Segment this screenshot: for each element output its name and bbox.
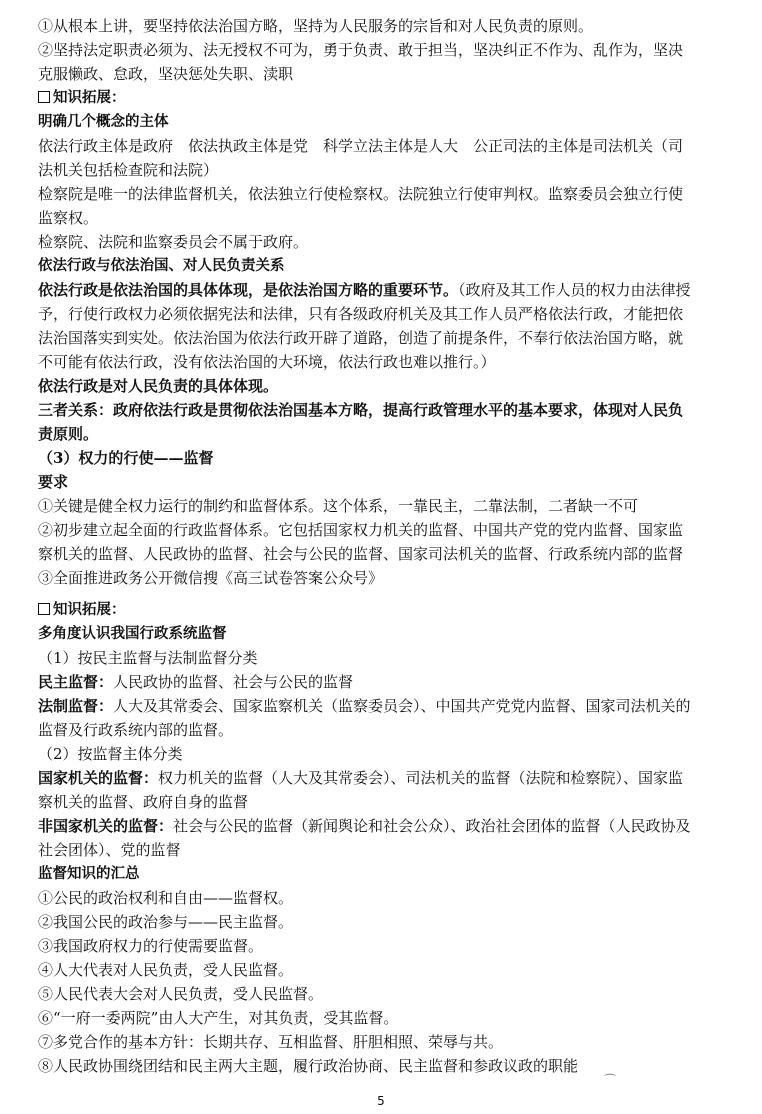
subsection-heading: 依法行政与依法治国、对人民负责关系 bbox=[38, 258, 285, 274]
text-line: （1）按民主监督与法制监督分类 bbox=[38, 649, 258, 667]
text-line: 民主监督：人民政协的监督、社会与公民的监督 bbox=[38, 673, 354, 691]
text-line: 法机关包括检查院和法院） bbox=[38, 161, 219, 179]
checkbox-square-icon bbox=[38, 91, 50, 103]
comma-mark-icon: ⌒ bbox=[604, 1073, 617, 1087]
text-line: ①从根本上讲，要坚持依法治国方略，坚持为人民服务的宗旨和对人民负责的原则。 bbox=[38, 17, 594, 35]
text-line: 察机关的监督、人民政协的监督、社会与公民的监督、国家司法机关的监督、行政系统内部的监督 bbox=[38, 545, 684, 563]
text-line: 法制监督：人大及其常委会、国家监察机关（监察委员会）、中国共产党党内监督、国家司法机关的 bbox=[38, 697, 691, 715]
text-line: ②初步建立起全面的行政监督体系。它包括国家权力机关的监督、中国共产党的党内监督、国家监 bbox=[38, 521, 684, 539]
section-heading: 知识拓展： bbox=[38, 598, 728, 622]
section-heading: 知识拓展： bbox=[38, 86, 728, 110]
text-line: 监督及行政系统内部的监督。 bbox=[38, 721, 234, 739]
page-number: 5 bbox=[377, 1094, 385, 1108]
checkbox-square-icon bbox=[38, 603, 50, 615]
subsection-title: 要求 bbox=[38, 473, 69, 491]
text-line: ④人大代表对人民负责，受人民监督。 bbox=[38, 961, 294, 979]
text-line: ①公民的政治权利和自由——监督权。 bbox=[38, 889, 294, 907]
text-line: ②坚持法定职责必须为、法无授权不可为，勇于负责、敢于担当，坚决纠正不作为、乱作为，坚决 bbox=[38, 41, 684, 59]
text-line: 检察院是唯一的法律监督机关，依法独立行使检察权。法院独立行使审判权。监察委员会独立行使 bbox=[38, 185, 684, 203]
text-line: ①关键是健全权力运行的制约和监督体系。这个体系，一靠民主，二靠法制，二者缺一不可 bbox=[38, 497, 639, 515]
text-line: ③全面推进政务公开微信搜《高三试卷答案公众号》 bbox=[38, 569, 384, 587]
bold-line: 责原则。 bbox=[38, 425, 99, 443]
text-line: （2）按监督主体分类 bbox=[38, 745, 183, 763]
text-line: 依法行政主体是政府 依法执政主体是党 科学立法主体是人大 公正司法的主体是司法机关（司 bbox=[38, 137, 684, 155]
text-line: 检察院、法院和监察委员会不属于政府。 bbox=[38, 233, 309, 251]
text-line: 法治国落实到实处。依法治国为依法行政开辟了道路，创造了前提条件，不奉行依法治国方略，就 bbox=[38, 329, 684, 347]
text-line: ⑧人民政协围绕团结和民主两大主题，履行政治协商、民主监督和参政议政的职能 bbox=[38, 1057, 579, 1075]
bold-line: 三者关系：政府依法行政是贯彻依法治国基本方略，提高行政管理水平的基本要求，体现对人民负 bbox=[38, 401, 684, 419]
subsection-heading: 多角度认识我国行政系统监督 bbox=[38, 626, 227, 642]
text-line: 不可能有依法行政，没有依法治国的大环境，依法行政也难以推行。） bbox=[38, 353, 496, 371]
section-title: （3）权力的行使——监督 bbox=[38, 449, 214, 467]
subsection-heading: 监督知识的汇总 bbox=[38, 866, 140, 882]
text-line: 非国家机关的监督：社会与公民的监督（新闻舆论和社会公众）、政治社会团体的监督（人民政协及 bbox=[38, 817, 691, 835]
text-line: 克服懒政、怠政，坚决惩处失职、渎职 bbox=[38, 65, 294, 83]
text-line: 察机关的监督、政府自身的监督 bbox=[38, 793, 249, 811]
document-page bbox=[38, 14, 728, 1078]
text-line: ⑤人民代表大会对人民负责，受人民监督。 bbox=[38, 985, 324, 1003]
text-line: ③我国政府权力的行使需要监督。 bbox=[38, 937, 264, 955]
text-line: ⑥“一府一委两院”由人大产生，对其负责，受其监督。 bbox=[38, 1009, 399, 1027]
text-line: 国家机关的监督：权力机关的监督（人大及其常委会）、司法机关的监督（法院和检察院）、国家监 bbox=[38, 769, 684, 787]
text-line: 社会团体）、党的监督 bbox=[38, 841, 181, 859]
text-line: ⑦多党合作的基本方针：长期共存、互相监督、肝胆相照、荣辱与共。 bbox=[38, 1033, 504, 1051]
bold-line: 依法行政是对人民负责的具体体现。 bbox=[38, 377, 279, 395]
text-line: ②我国公民的政治参与——民主监督。 bbox=[38, 913, 294, 931]
text-line: 依法行政是依法治国的具体体现，是依法治国方略的重要环节。（政府及其工作人员的权力由法律授 bbox=[38, 281, 691, 299]
text-line: 监察权。 bbox=[38, 209, 99, 227]
subsection-heading: 明确几个概念的主体 bbox=[38, 114, 169, 130]
text-line: 予，行使行政权力必须依据宪法和法律，只有各级政府机关及其工作人员严格依法行政，才能把依 bbox=[38, 305, 684, 323]
